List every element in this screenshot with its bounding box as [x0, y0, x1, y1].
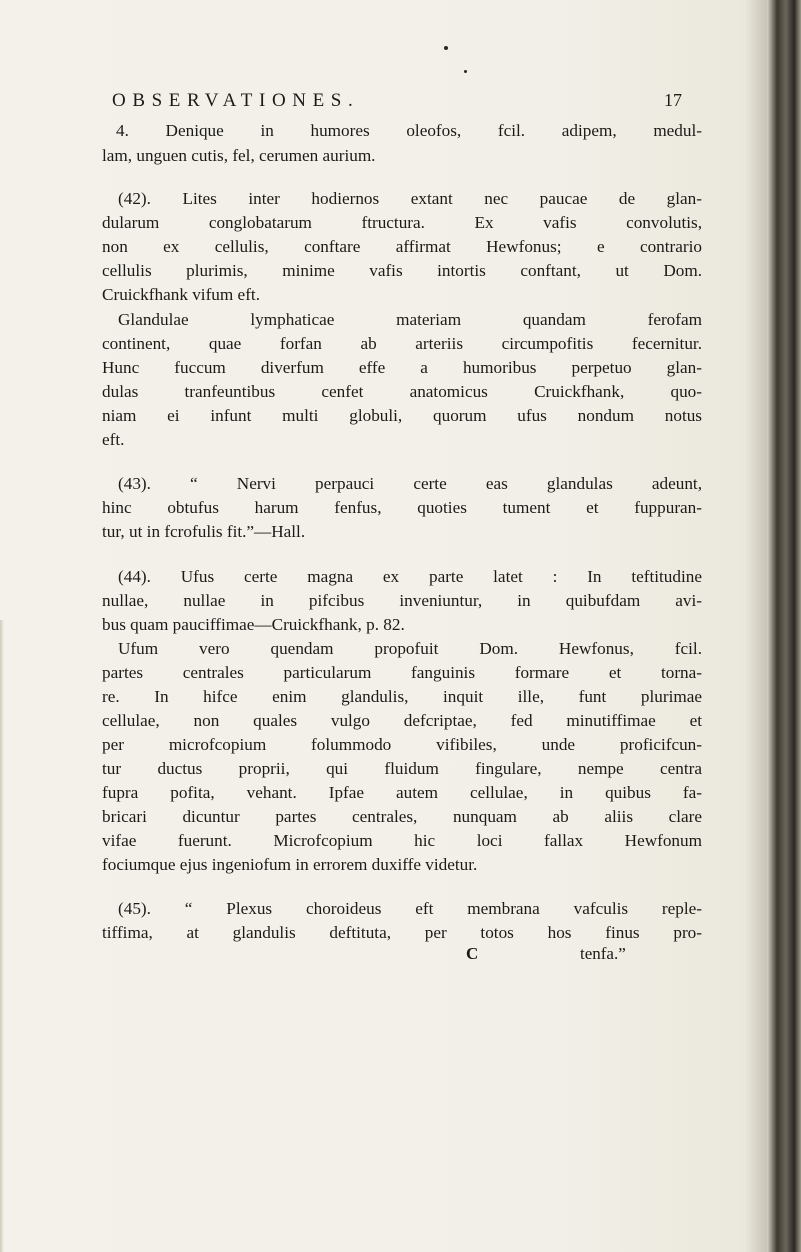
page-edge: [0, 620, 4, 1252]
text-line: (42). Lites inter hodiernos extant nec paucae de glan-: [118, 189, 702, 208]
text-line: bus quam pauciffimae—Cruickfhank, p. 82.: [102, 615, 405, 634]
text-line: tiffima, at glandulis deftituta, per totos hos finus pro-: [102, 923, 702, 942]
text-line: hinc obtufus harum fenfus, quoties tument et fuppuran-: [102, 498, 702, 517]
page-number: 17: [664, 90, 682, 110]
signature-mark: C: [466, 944, 479, 963]
page-header: [112, 90, 682, 116]
text-line: cellulae, non quales vulgo defcriptae, fed minutiffimae et: [102, 711, 702, 730]
text-line: lam, unguen cutis, fel, cerumen aurium.: [102, 146, 376, 165]
book-binding: [767, 0, 801, 1252]
text-line: (45). “ Plexus choroideus eft membrana vafculis reple-: [118, 899, 702, 918]
text-line: dulas tranfeuntibus cenfet anatomicus Cruickfhank, quo-: [102, 382, 702, 401]
text-line: per microfcopium folummodo vifibiles, unde proficifcun-: [102, 735, 702, 754]
running-head: OBSERVATIONES.: [112, 90, 360, 111]
text-line: dularum conglobatarum ftructura. Ex vafis convolutis,: [102, 213, 702, 232]
text-line: Glandulae lymphaticae materiam quandam ferofam: [118, 310, 702, 329]
catchword: tenfa.”: [580, 944, 626, 963]
text-line: re. In hifce enim glandulis, inquit ille, funt plurimae: [102, 687, 702, 706]
text-line: cellulis plurimis, minime vafis intortis conftant, ut Dom.: [102, 261, 702, 280]
text-line: Ufum vero quendam propofuit Dom. Hewfonus, fcil.: [118, 639, 702, 658]
text-line: vifae fuerunt. Microfcopium hic loci fallax Hewfonum: [102, 831, 702, 850]
text-line: Hunc fuccum diverfum effe a humoribus perpetuo glan-: [102, 358, 702, 377]
text-line: (44). Ufus certe magna ex parte latet : In teftitudine: [118, 567, 702, 586]
text-line: non ex cellulis, conftare affirmat Hewfonus; e contrario: [102, 237, 702, 256]
text-line: tur, ut in fcrofulis fit.”—Hall.: [102, 522, 306, 541]
text-line: niam ei infunt multi globuli, quorum ufus nondum notus: [102, 406, 702, 425]
text-line: eft.: [102, 430, 125, 449]
text-line: (43). “ Nervi perpauci certe eas glandulas adeunt,: [118, 474, 702, 493]
text-line: bricari dicuntur partes centrales, nunquam ab aliis clare: [102, 807, 702, 826]
text-line: continent, quae forfan ab arteriis circumpofitis fecernitur.: [102, 334, 702, 353]
ink-speck: [464, 70, 467, 73]
text-line: fupra pofita, vehant. Ipfae autem cellulae, in quibus fa-: [102, 783, 702, 802]
ink-speck: [444, 46, 448, 50]
text-line: nullae, nullae in pifcibus inveniuntur, in quibufdam avi-: [102, 591, 702, 610]
text-line: fociumque ejus ingeniofum in errorem duxiffe videtur.: [102, 855, 478, 874]
gutter-shadow: [745, 0, 767, 1252]
text-line: Cruickfhank vifum eft.: [102, 285, 260, 304]
text-line: partes centrales particularum fanguinis formare et torna-: [102, 663, 702, 682]
text-line: 4. Denique in humores oleofos, fcil. adipem, medul-: [116, 121, 702, 140]
text-line: tur ductus proprii, qui fluidum fingulare, nempe centra: [102, 759, 702, 778]
